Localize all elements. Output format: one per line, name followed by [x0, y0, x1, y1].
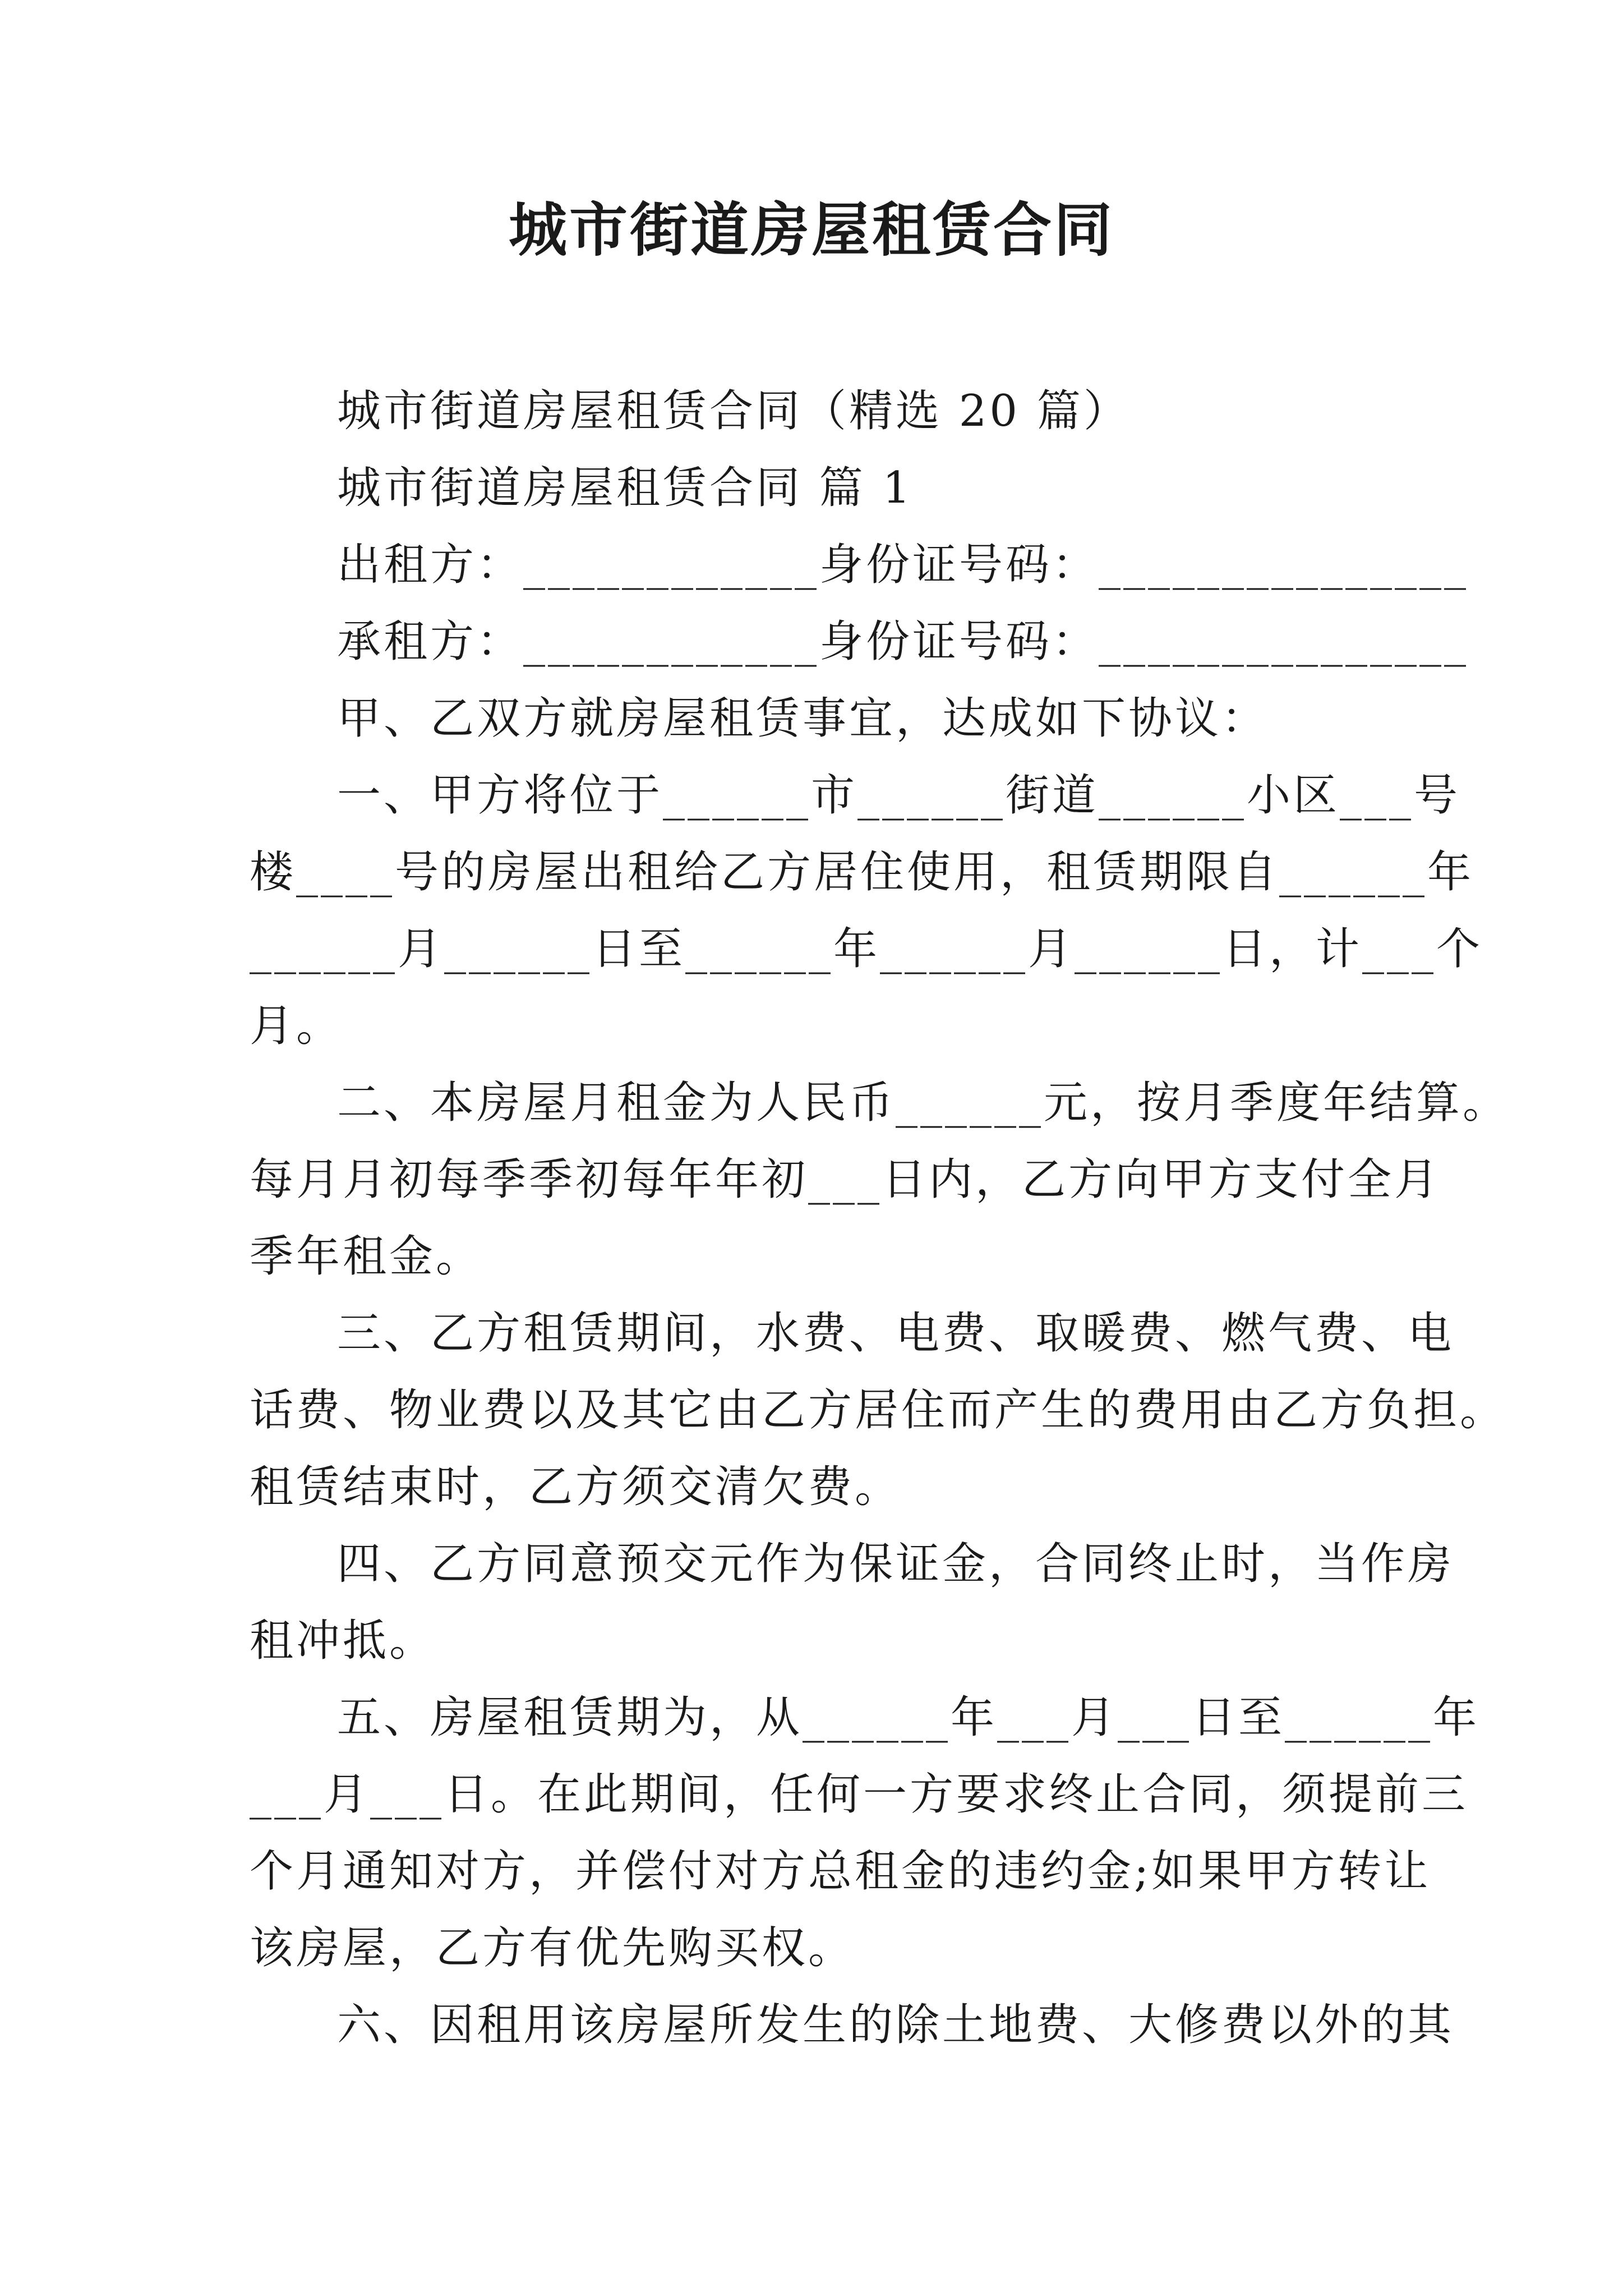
clause-1-line-4: 月。 — [250, 1001, 343, 1051]
clause-2-line-1: 二、本房屋月租金为人民币______元，按月季度年结算。 — [337, 1078, 1510, 1128]
clause-5-line-2: ___月___日。在此期间，任何一方要求终止合同，须提前三 — [250, 1769, 1469, 1820]
lessee-line: 承租方：____________身份证号码：_______________ — [337, 616, 1469, 667]
document-body — [250, 373, 1510, 2064]
clause-3-line-1: 三、乙方租赁期间，水费、电费、取暖费、燃气费、电 — [337, 1308, 1455, 1359]
clause-3-line-3: 租赁结束时，乙方须交清欠费。 — [250, 1462, 902, 1512]
clause-5-line-1: 五、房屋租赁期为，从______年___月___日至______年 — [337, 1692, 1480, 1743]
clause-4-line-2: 租冲抵。 — [250, 1616, 436, 1666]
section-heading: 城市街道房屋租赁合同 篇 1 — [337, 463, 914, 513]
document-title: 城市街道房屋租赁合同 — [508, 195, 1114, 264]
clause-5-line-4: 该房屋，乙方有优先购买权。 — [250, 1923, 855, 1973]
clause-2-line-3: 季年租金。 — [250, 1231, 483, 1282]
agreement-intro: 甲、乙双方就房屋租赁事宜，达成如下协议： — [337, 693, 1269, 744]
clause-3-line-2: 话费、物业费以及其它由乙方居住而产生的费用由乙方负担。 — [250, 1385, 1507, 1435]
clause-1-line-1: 一、甲方将位于______市______街道______小区___号 — [337, 770, 1461, 821]
subtitle-line: 城市街道房屋租赁合同（精选 20 篇） — [337, 386, 1130, 436]
clause-5-line-3: 个月通知对方，并偿付对方总租金的违约金;如果甲方转让 — [250, 1846, 1431, 1897]
clause-1-line-3: ______月______日至______年______月______日，计___个 — [250, 924, 1483, 974]
clause-1-line-2: 楼____号的房屋出租给乙方居住使用，租赁期限自______年 — [250, 847, 1474, 898]
lessor-line: 出租方：____________身份证号码：_______________ — [337, 540, 1469, 590]
clause-4-line-1: 四、乙方同意预交元作为保证金，合同终止时，当作房 — [337, 1539, 1455, 1589]
clause-6-line-1: 六、因租用该房屋所发生的除土地费、大修费以外的其 — [337, 2000, 1455, 2050]
clause-2-line-2: 每月月初每季季初每年年初___日内，乙方向甲方支付全月 — [250, 1154, 1441, 1205]
